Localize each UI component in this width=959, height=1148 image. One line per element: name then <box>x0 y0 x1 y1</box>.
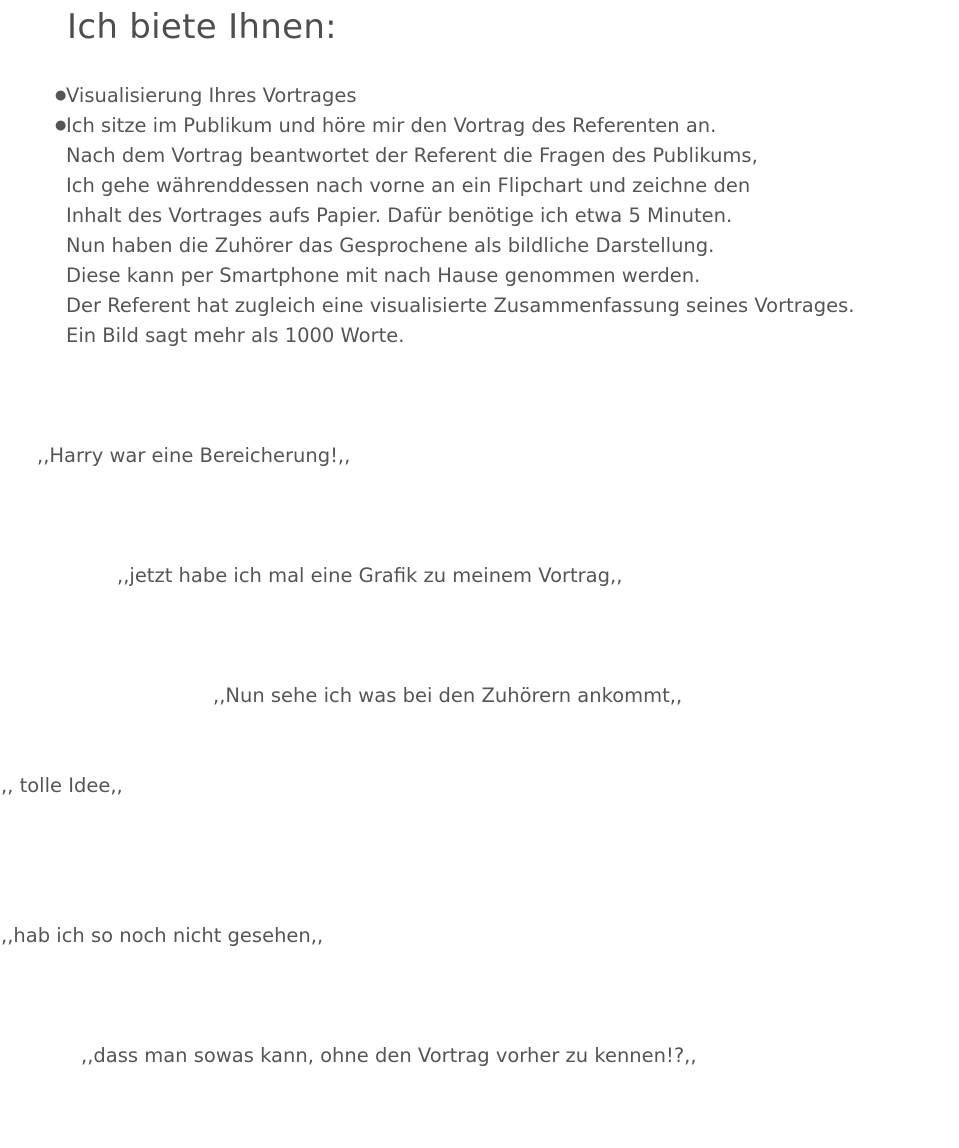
offer-item-continuation-line: Diese kann per Smartphone mit nach Hause genommen werden. <box>66 264 701 287</box>
testimonial-quote: ,,Nun sehe ich was bei den Zuhörern ankommt,, <box>213 684 683 707</box>
offer-item-continuation-line: Ein Bild sagt mehr als 1000 Worte. <box>66 324 405 347</box>
bullet-icon: ● <box>55 118 67 133</box>
offer-item-continuation-line: Der Referent hat zugleich eine visualisierte Zusammenfassung seines Vortrages. <box>66 294 855 317</box>
page-heading: Ich biete Ihnen: <box>67 7 337 47</box>
testimonial-quote: ,,dass man sowas kann, ohne den Vortrag vorher zu kennen!?,, <box>81 1044 697 1067</box>
bullet-icon: ● <box>55 88 67 103</box>
offer-list-item <box>0 81 854 111</box>
testimonial-quote: ,,Harry war eine Bereicherung!,, <box>37 444 351 467</box>
testimonial-quote: ,,hab ich so noch nicht gesehen,, <box>1 924 324 947</box>
offer-item-continuation-line: Ich gehe währenddessen nach vorne an ein Flipchart und zeichne den <box>66 174 751 197</box>
testimonial-quote: ,, tolle Idee,, <box>1 774 123 797</box>
offer-list <box>0 81 854 351</box>
offer-list-item <box>0 111 854 351</box>
offer-item-continuation-line: Nach dem Vortrag beantwortet der Referent die Fragen des Publikums, <box>66 144 758 167</box>
offer-item-visualization: Visualisierung Ihres Vortrages <box>66 84 357 107</box>
offer-item-description: Ich sitze im Publikum und höre mir den Vortrag des Referenten an. <box>66 114 717 137</box>
offer-item-continuation-line: Nun haben die Zuhörer das Gesprochene als bildliche Darstellung. <box>66 234 715 257</box>
testimonial-quote: ,,jetzt habe ich mal eine Grafik zu meinem Vortrag,, <box>117 564 623 587</box>
offer-item-continuation-line: Inhalt des Vortrages aufs Papier. Dafür benötige ich etwa 5 Minuten. <box>66 204 733 227</box>
